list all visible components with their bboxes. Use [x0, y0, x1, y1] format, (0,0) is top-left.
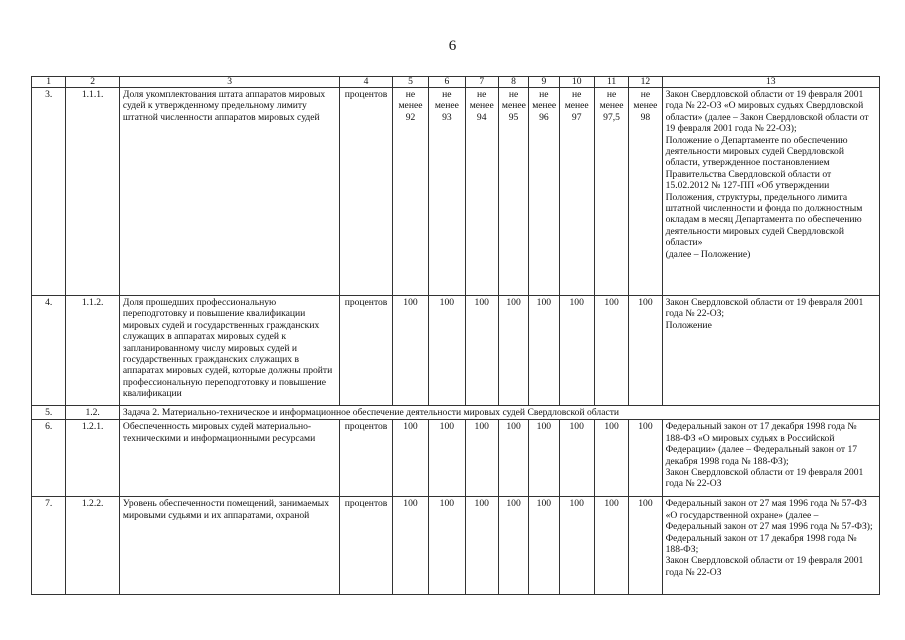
value-cell: 100 [594, 420, 628, 497]
unit-cell: процентов [340, 88, 393, 296]
value-cell: 100 [498, 296, 528, 406]
value-cell: не менее 92 [392, 88, 428, 296]
value-cell: 100 [529, 497, 559, 595]
legal-basis-cell: Федеральный закон от 27 мая 1996 года № 57-ФЗ «О государственной охране» (далее – Федеральный закон от 27 мая 1996 года № 57-ФЗ); Федеральный закон от 17 декабря 1998 года № 188-ФЗ; Закон Свердловской области от 19 февраля 2001 года № 22-ОЗ [662, 497, 879, 595]
header-cell: 2 [66, 77, 120, 88]
table-row [32, 420, 880, 497]
table-row [32, 296, 880, 406]
table-row [32, 497, 880, 595]
value-cell: не менее 95 [498, 88, 528, 296]
row-number: 6. [32, 420, 66, 497]
value-cell: 100 [594, 296, 628, 406]
value-cell: 100 [529, 420, 559, 497]
value-cell: не менее 97,5 [594, 88, 628, 296]
value-cell: не менее 93 [429, 88, 465, 296]
value-cell: 100 [465, 420, 498, 497]
row-code: 1.2.1. [66, 420, 120, 497]
row-code: 1.2. [66, 406, 120, 420]
value-cell: 100 [465, 296, 498, 406]
value-cell: 100 [594, 497, 628, 595]
header-cell: 3 [119, 77, 339, 88]
task-title: Задача 2. Материально-техническое и информационное обеспечение деятельности мировых судей Свердловской области [119, 406, 879, 420]
header-cell: 7 [465, 77, 498, 88]
value-cell: 100 [529, 296, 559, 406]
value-cell: 100 [498, 420, 528, 497]
header-cell: 11 [594, 77, 628, 88]
value-cell: 100 [429, 420, 465, 497]
indicator-name: Доля прошедших профессиональную переподготовку и повышение квалификации мировых судей и государственных гражданских служащих в аппаратах мировых судей к запланированному числу мировых судей и государственных гражданских служащих в аппаратах мировых судей, которые должны пройти профессиональную переподготовку и повышение квалификации [119, 296, 339, 406]
header-cell: 1 [32, 77, 66, 88]
unit-cell: процентов [340, 296, 393, 406]
row-code: 1.2.2. [66, 497, 120, 595]
value-cell: 100 [392, 420, 428, 497]
indicator-name: Обеспеченность мировых судей материально-техническими и информационными ресурсами [119, 420, 339, 497]
header-cell: 8 [498, 77, 528, 88]
value-cell: 100 [629, 420, 662, 497]
legal-basis-cell: Закон Свердловской области от 19 февраля 2001 года № 22-ОЗ «О мировых судьях Свердловской области» (далее – Закон Свердловской области от 19 февраля 2001 года № 22-ОЗ); Положение о Департаменте по обеспечению деятельности мировых судей Свердловской области, утвержденное постановлением Правительства Свердловской области от 15.02.2012 № 127-ПП «Об утверждении Положения, структуры, предельного лимита штатной численности и фонда по должностным окладам в месяц Департамента по обеспечению деятельности мировых судей Свердловской области» (далее – Положение) [662, 88, 879, 296]
value-cell: 100 [498, 497, 528, 595]
value-cell: 100 [392, 497, 428, 595]
value-cell: 100 [559, 296, 594, 406]
row-code: 1.1.1. [66, 88, 120, 296]
table-row [32, 88, 880, 296]
legal-basis-cell: Закон Свердловской области от 19 февраля 2001 года № 22-ОЗ; Положение [662, 296, 879, 406]
row-number: 3. [32, 88, 66, 296]
row-number: 7. [32, 497, 66, 595]
indicators-table [31, 76, 880, 595]
header-cell: 9 [529, 77, 559, 88]
value-cell: 100 [392, 296, 428, 406]
value-cell: не менее 97 [559, 88, 594, 296]
value-cell: 100 [629, 497, 662, 595]
value-cell: 100 [465, 497, 498, 595]
value-cell: 100 [629, 296, 662, 406]
unit-cell: процентов [340, 497, 393, 595]
value-cell: не менее 94 [465, 88, 498, 296]
indicator-name: Уровень обеспеченности помещений, занимаемых мировыми судьями и их аппаратами, охраной [119, 497, 339, 595]
unit-cell: процентов [340, 420, 393, 497]
value-cell: 100 [429, 497, 465, 595]
value-cell: 100 [559, 420, 594, 497]
header-cell: 12 [629, 77, 662, 88]
value-cell: не менее 96 [529, 88, 559, 296]
page-number: 6 [448, 38, 457, 54]
row-code: 1.1.2. [66, 296, 120, 406]
header-cell: 13 [662, 77, 879, 88]
indicator-name: Доля укомплектования штата аппаратов мировых судей к утвержденному предельному лимиту штатной численности аппаратов мировых судей [119, 88, 339, 296]
value-cell: не менее 98 [629, 88, 662, 296]
value-cell: 100 [429, 296, 465, 406]
header-cell: 5 [392, 77, 428, 88]
row-number: 5. [32, 406, 66, 420]
value-cell: 100 [559, 497, 594, 595]
header-cell: 10 [559, 77, 594, 88]
legal-basis-cell: Федеральный закон от 17 декабря 1998 года № 188-ФЗ «О мировых судьях в Российской Федерации» (далее – Федеральный закон от 17 декабря 1998 года № 188-ФЗ); Закон Свердловской области от 19 февраля 2001 года № 22-ОЗ [662, 420, 879, 497]
header-cell: 4 [340, 77, 393, 88]
header-row [32, 77, 880, 88]
row-number: 4. [32, 296, 66, 406]
task-row [32, 406, 880, 420]
header-cell: 6 [429, 77, 465, 88]
